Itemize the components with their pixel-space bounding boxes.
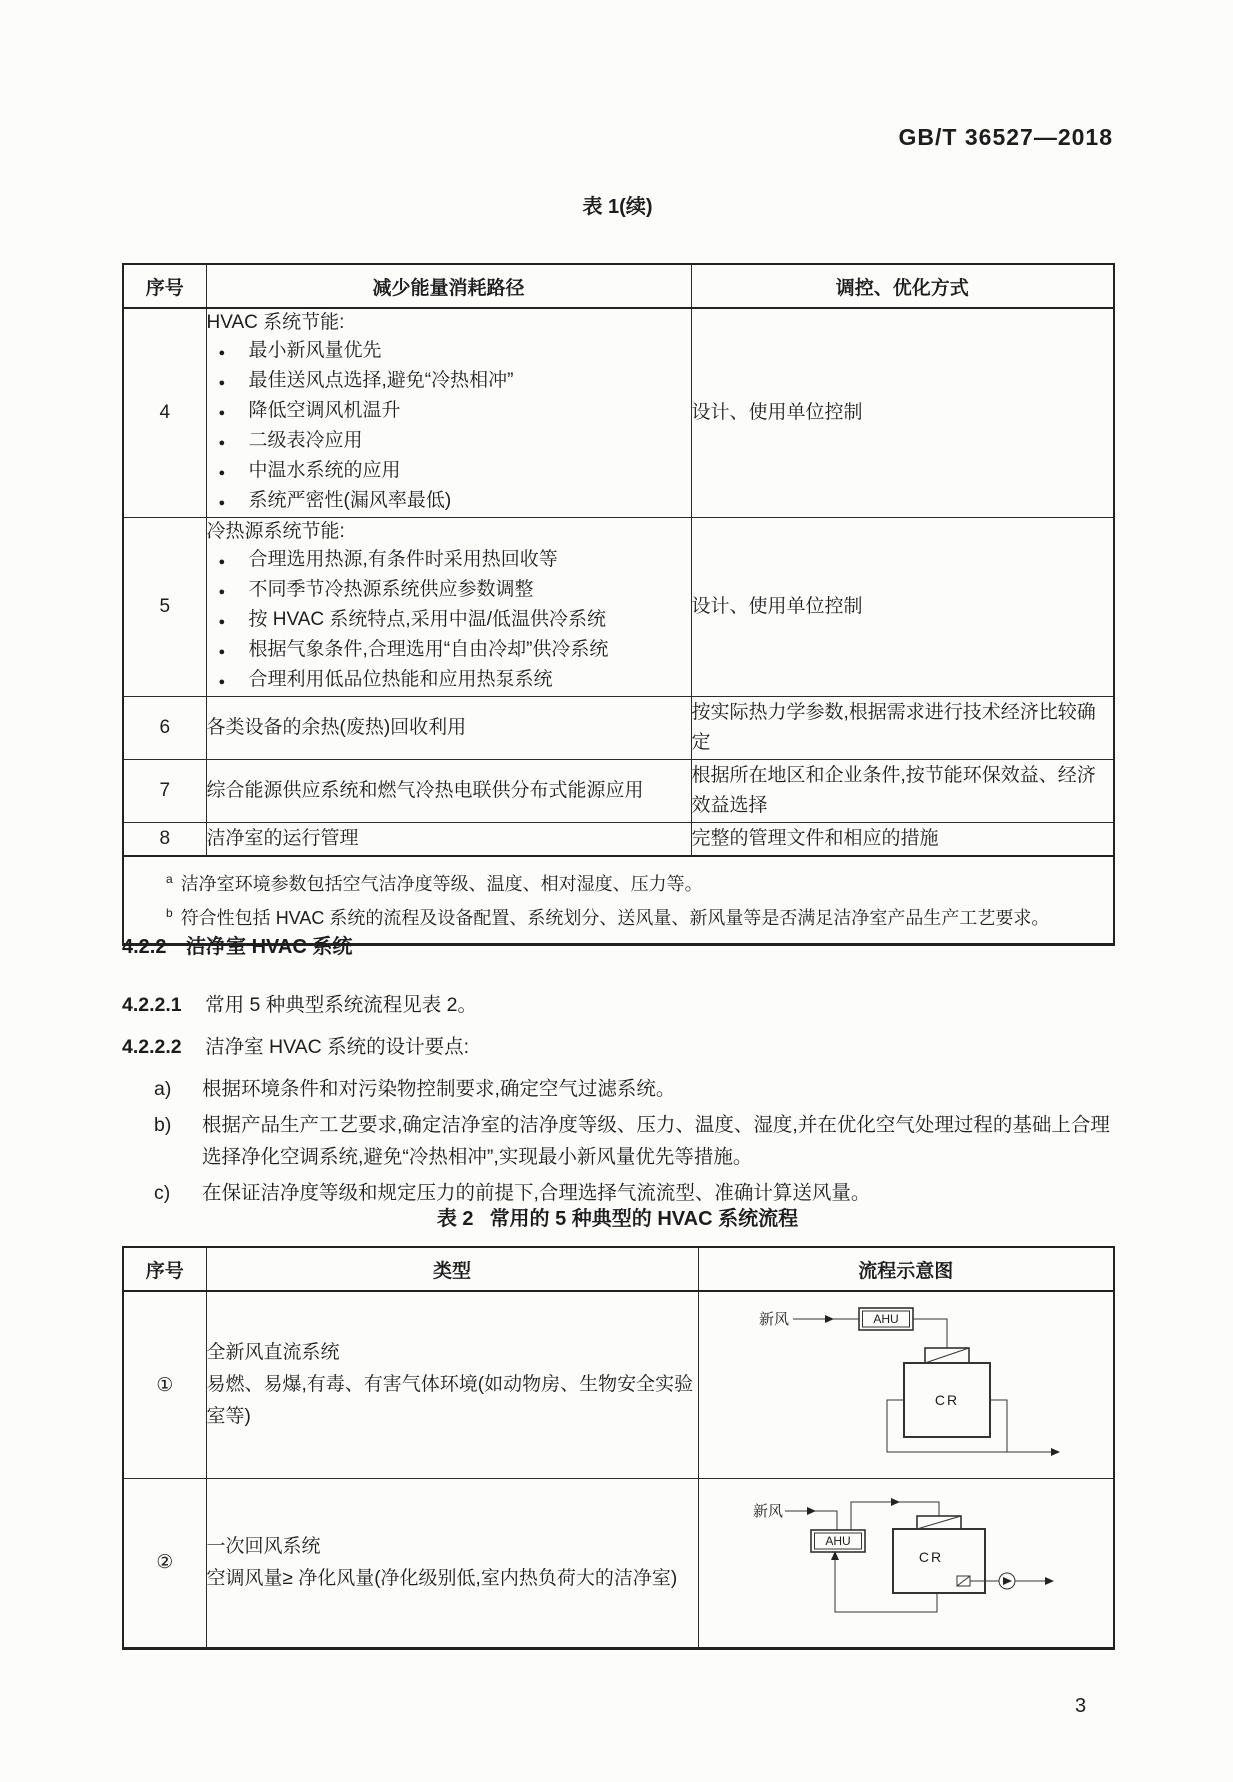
table-row [123,1479,1114,1649]
flow-diagram-once-through [741,1294,1071,1470]
table2-title-text: 常用的 5 种典型的 HVAC 系统流程 [489,1208,799,1230]
bullet-icon: ● [218,646,226,658]
type-title: 一次回风系统 [206,1536,321,1557]
flow-diagram-primary-return [741,1490,1071,1630]
type-desc: 空调风量≥ 净化风量(净化级别低,室内热负荷大的洁净室) [206,1568,678,1589]
row-no: ② [123,1479,206,1649]
list-text: 根据环境条件和对污染物控制要求,确定空气过滤系统。 [202,1078,676,1100]
bullet-icon: ● [218,586,226,598]
footnote-text: 洁净室环境参数包括空气洁净度等级、温度、相对湿度、压力等。 [180,874,703,894]
row-control: 完整的管理文件和相应的措施 [691,823,1114,857]
row-path-cell [206,518,691,697]
row-path-cell: 洁净室的运行管理 [206,823,691,857]
page-number: 3 [1075,1695,1087,1717]
path-bullet-list [207,546,691,696]
section-number: 4.2.2 [122,936,167,958]
footnote-marker: b [166,906,173,920]
col-header-no: 序号 [123,1247,206,1291]
row-no: 4 [123,308,206,518]
row-type-cell [206,1291,698,1479]
row-no: 5 [123,518,206,697]
bullet-text: 根据气象条件,合理选用“自由冷却”供冷系统 [248,639,609,660]
list-marker: c) [154,1182,171,1204]
bullet-text: 不同季节冷热源系统供应参数调整 [248,579,534,600]
row-type-cell [206,1479,698,1649]
bullet-text: 最佳送风点选择,避免“冷热相冲” [248,370,514,391]
bullet-icon: ● [218,556,226,568]
arrow-icon [807,1507,816,1515]
table-row [123,823,1114,857]
design-points-list [122,1073,1113,1209]
table-row [123,308,1114,518]
bullet-icon: ● [218,497,226,509]
clause-number: 4.2.2.2 [122,1036,182,1058]
row-no: 8 [123,823,206,857]
type-desc: 易燃、易爆,有毒、有害气体环境(如动物房、生物安全实验室等) [206,1374,694,1427]
table2-title-number: 表 2 [436,1208,474,1230]
row-no: ① [123,1291,206,1479]
bullet-text: 中温水系统的应用 [248,460,401,481]
list-marker: b) [154,1114,172,1136]
clause-4-2-2-1 [122,989,1113,1017]
table1-header-row [123,264,1114,308]
col-header-type: 类型 [206,1247,698,1291]
flow-diagram-cell [698,1291,1114,1479]
col-header-control: 调控、优化方式 [691,264,1114,308]
bullet-icon: ● [218,467,226,479]
list-text: 在保证洁净度等级和规定压力的前提下,合理选择气流流型、准确计算送风量。 [202,1182,871,1204]
footnote [154,899,1099,933]
table-row [123,1291,1114,1479]
bullet-text: 按 HVAC 系统特点,采用中温/低温供冷系统 [248,609,606,630]
bullet-text: 合理利用低品位热能和应用热泵系统 [248,669,553,690]
col-header-path: 减少能量消耗路径 [206,264,691,308]
table1-title: 表 1(续) [582,196,653,218]
arrow-icon [825,1315,834,1323]
bullet-icon: ● [218,676,226,688]
clause-text: 常用 5 种典型系统流程见表 2。 [205,994,478,1016]
row-path-cell: 各类设备的余热(废热)回收利用 [206,697,691,760]
cr-box-label: CR [918,1549,943,1565]
arrow-icon [891,1498,900,1506]
bullet-text: 合理选用热源,有条件时采用热回收等 [248,549,558,570]
clause-text: 洁净室 HVAC 系统的设计要点: [205,1036,470,1058]
table-row [123,697,1114,760]
bullet-icon: ● [218,437,226,449]
bullet-text: 最小新风量优先 [248,340,382,361]
bullet-icon: ● [218,377,226,389]
path-title: 冷热源系统节能: [206,521,345,542]
bullet-icon: ● [218,347,226,359]
footnote-text: 符合性包括 HVAC 系统的流程及设备配置、系统划分、送风量、新风量等是否满足洁净室产品生产工艺要求。 [180,908,1050,928]
table-row [123,518,1114,697]
clause-number: 4.2.2.1 [122,994,182,1016]
footnote [154,865,1099,899]
list-item [122,1109,1113,1173]
list-text: 根据产品生产工艺要求,确定洁净室的洁净度等级、压力、温度、湿度,并在优化空气处理过程的基础上合理选择净化空调系统,避免“冷热相冲”,实现最小新风量优先等措施。 [202,1114,1110,1168]
row-no: 7 [123,760,206,823]
ahu-box-label: AHU [873,1312,899,1326]
fresh-air-label: 新风 [752,1503,783,1520]
row-path-cell [206,308,691,518]
arrow-icon [1051,1448,1060,1456]
row-control: 设计、使用单位控制 [691,308,1114,518]
arrow-icon [1045,1577,1054,1585]
table2-header-row [123,1247,1114,1291]
standard-code: GB/T 36527—2018 [898,124,1113,150]
col-header-no: 序号 [123,264,206,308]
flow-diagram-cell [698,1479,1114,1649]
list-item [122,1073,1113,1105]
path-bullet-list [207,337,691,517]
bullet-text: 降低空调风机温升 [248,400,401,421]
list-marker: a) [154,1078,172,1100]
row-control: 按实际热力学参数,根据需求进行技术经济比较确定 [691,697,1114,760]
type-title: 全新风直流系统 [206,1342,340,1363]
row-control: 设计、使用单位控制 [691,518,1114,697]
section-heading-4-2-2 [122,930,1113,959]
bullet-icon: ● [218,407,226,419]
ahu-box-label: AHU [825,1534,851,1548]
row-control: 根据所在地区和企业条件,按节能环保效益、经济效益选择 [691,760,1114,823]
table-row [123,760,1114,823]
table2 [122,1246,1115,1650]
row-no: 6 [123,697,206,760]
bullet-text: 系统严密性(漏风率最低) [248,490,452,511]
table2-title [122,1202,1113,1231]
body-sections [122,930,1113,1213]
table1 [122,263,1115,946]
row-path-cell: 综合能源供应系统和燃气冷热电联供分布式能源应用 [206,760,691,823]
footnote-marker: a [166,872,173,886]
cr-box-label: CR [934,1392,959,1408]
section-title: 洁净室 HVAC 系统 [186,936,353,958]
col-header-diagram: 流程示意图 [698,1247,1114,1291]
fresh-air-label: 新风 [758,1311,789,1328]
path-title: HVAC 系统节能: [206,312,345,333]
bullet-icon: ● [218,616,226,628]
bullet-text: 二级表冷应用 [248,430,363,451]
clause-4-2-2-2 [122,1031,1113,1059]
